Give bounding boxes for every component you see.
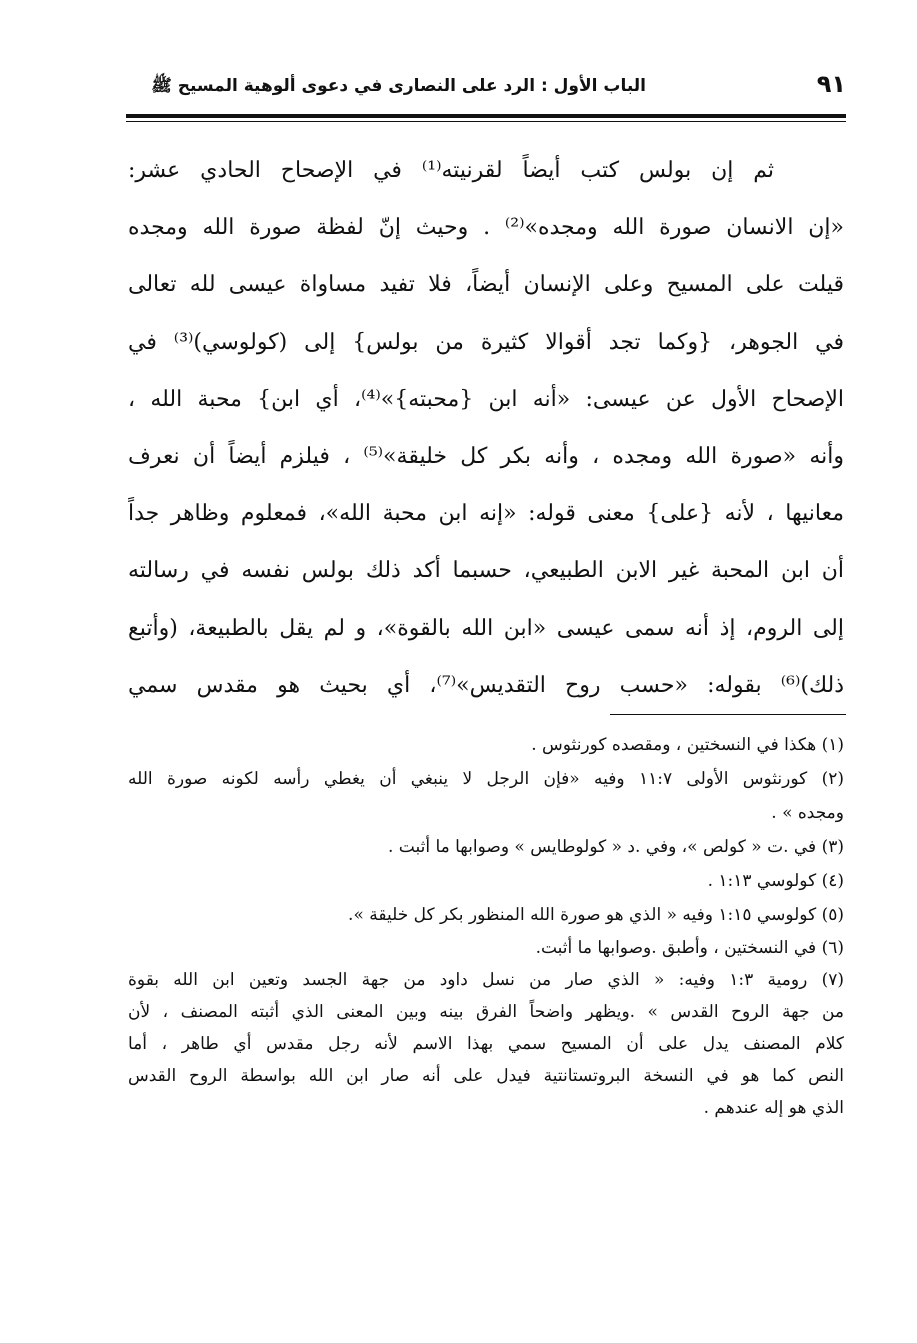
footnote-7-continued: الذي هو إله عندهم . <box>703 1098 844 1118</box>
running-title: الباب الأول : الرد على النصارى في دعوى ألوهية المسيح ﷺ <box>151 76 646 96</box>
footnote-1: (١) هكذا في النسختين ، ومقصده كورنثوس . <box>531 735 844 755</box>
body-line: «إن الانسان صورة الله ومجده»⁽²⁾ . وحيث إنّ لفظة صورة الله ومجده <box>128 215 844 241</box>
footnote-7: (٧) رومية ١:٣ وفيه: « الذي صار من نسل داود من جهة الجسد وتعين ابن الله بقوة <box>128 970 844 990</box>
body-line: الإصحاح الأول عن عيسى: «أنه ابن {محبته}»⁽⁴⁾، أي ابن} محبة الله ، <box>128 386 844 412</box>
body-line: في الجوهر، {وكما تجد أقوالا كثيرة من بولس} إلى (كولوسي)⁽³⁾ في <box>128 329 844 355</box>
body-line: معانيها ، لأنه {على} معنى قوله: «إنه ابن محبة الله»، فمعلوم وظاهر جداً <box>128 501 844 527</box>
body-line: ثم إن بولس كتب أيضاً لقرنيته⁽¹⁾ في الإصحاح الحادي عشر: <box>128 158 774 183</box>
page-header <box>126 70 846 112</box>
footnote-4: (٤) كولوسي ١:١٣ . <box>707 871 844 891</box>
footnote-6: (٦) في النسختين ، وأطبق .وصوابها ما أثبت. <box>535 938 844 958</box>
footnote-3: (٣) في .ت « كولص »، وفي .د « كولوطايس » وصوابها ما أثبت . <box>387 837 844 857</box>
footnote-7-continued: كلام المصنف يدل على أن المسيح سمي بهذا الاسم لأنه رجل مقدس أي طاهر ، أما <box>128 1034 844 1054</box>
footnote-7-continued: من جهة الروح القدس » .ويظهر واضحاً الفرق بينه وبين المعنى الذي أثبته المصنف ، لأن <box>128 1002 844 1022</box>
footnote-separator <box>610 714 846 715</box>
header-rule-thick <box>126 114 846 118</box>
footnotes <box>128 728 844 1124</box>
footnote-5: (٥) كولوسي ١:١٥ وفيه « الذي هو صورة الله المنظور بكر كل خليقة ». <box>348 905 844 925</box>
body-line: أن ابن المحبة غير الابن الطبيعي، حسبما أكد ذلك بولس نفسه في رسالته <box>128 558 844 584</box>
footnote-2-continued: ومجده » . <box>771 803 844 823</box>
body-line: قيلت على المسيح وعلى الإنسان أيضاً، فلا تفيد مساواة عيسى لله تعالى <box>128 272 844 298</box>
main-text <box>128 142 844 714</box>
header-rule-thin <box>126 121 846 122</box>
footnote-2: (٢) كورنثوس الأولى ١١:٧ وفيه «فإن الرجل لا ينبغي أن يغطي رأسه لكونه صورة الله <box>128 769 844 789</box>
body-line: ذلك)⁽⁶⁾ بقوله: «حسب روح التقديس»⁽⁷⁾، أي بحيث هو مقدس سمي <box>128 672 844 698</box>
page-number: ٩١ <box>816 70 846 98</box>
body-line: وأنه «صورة الله ومجده ، وأنه بكر كل خليقة»⁽⁵⁾ ، فيلزم أيضاً أن نعرف <box>128 443 844 469</box>
footnote-7-continued: النص كما هو في النسخة البروتستانتية فيدل على أنه صار ابن الله بواسطة الروح القدس <box>128 1066 844 1086</box>
body-line: إلى الروم، إذ أنه سمى عيسى «ابن الله بالقوة»، و لم يقل بالطبيعة، (وأتبع <box>128 615 844 641</box>
